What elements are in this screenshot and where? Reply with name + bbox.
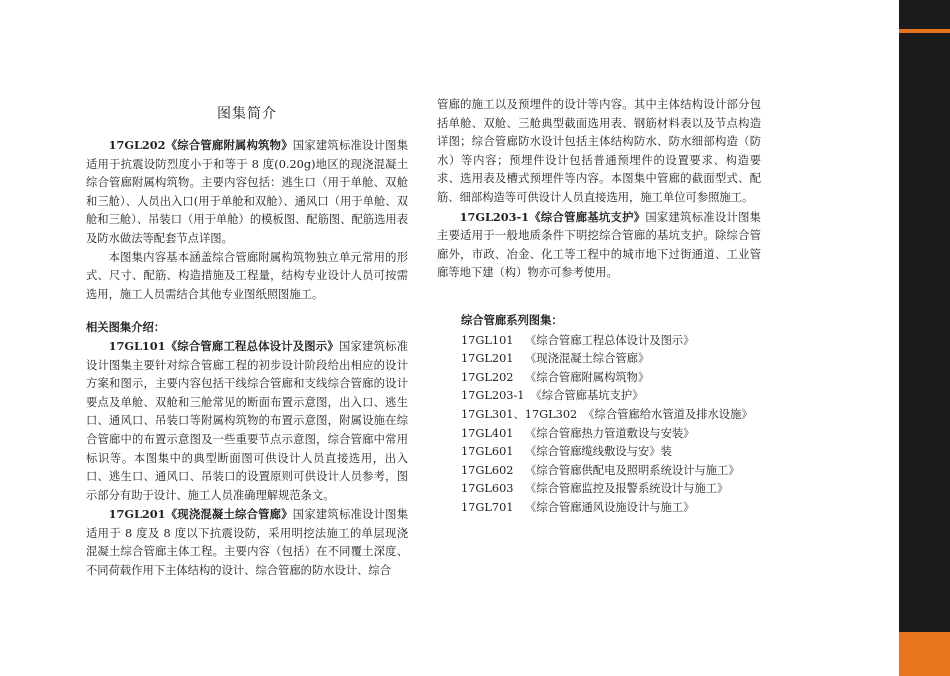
series-name: 《综合管廊通风设施设计与施工》 (525, 500, 695, 514)
intro-code-name: 17GL202《综合管廊附属构筑物》 (108, 138, 293, 152)
series-name: 《综合管廊工程总体设计及图示》 (525, 333, 695, 347)
series-name: 《综合管廊热力管道敷设与安装》 (525, 426, 695, 440)
gl2031-code-name: 17GL203-1《综合管廊基坑支护》 (459, 209, 646, 224)
gl201-text: 国家建筑标准设计图集适用于 8 度及 8 度以下抗震设防，采用明挖法施工的单层现浇混凝土综合管廊主体工程。主要内容（包括）在不同覆土深度、不同荷载作用下主体结构的设计、综合管廊的防水设计、综合 (86, 508, 408, 578)
series-code: 17GL602 (461, 463, 514, 477)
gl201-continued: 管廊的施工以及预埋件的设计等内容。其中主体结构设计部分包括单舱、双舱、三舱典型截面选用表、钢筋材料表以及节点构造详图；综合管廊防水设计包括主体结构防水、防水细部构造（防水）等内容；预埋件设计包括普通预埋件的设置要求、构造要求、选用表及槽式预埋件等内容。本图集中管廊的截面型式、配筋、细部构造等可供设计人员直接选用，施工单位可参照施工。 (437, 98, 761, 204)
series-code: 17GL201 (461, 352, 514, 366)
accent-block-bottom (899, 632, 950, 676)
intro-text: 国家建筑标准设计图集适用于抗震设防烈度小于和等于 8 度(0.20g)地区的现浇混凝土综合管廊附属构筑物。主要内容包括：逃生口（用于单舱、双舱和三舱）、人员出入口(用于单舱和双舱）、通风口（用于单舱、双舱和三舱）、吊装口（用于单舱）的模板图、配筋图、配筋选用表及防水做法等配套节点详图。 (86, 139, 408, 245)
gl201-paragraph (86, 505, 408, 580)
series-name: 《综合管廊给水管道及排水设施》 (583, 407, 753, 421)
gl101-text: 国家建筑标准设计图集主要针对综合管廊工程的初步设计阶段给出相应的设计方案和图示，主要内容包括干线综合管廊和支线综合管廊的设计要点及单舱、双舱和三舱常见的断面布置示意图，出入口、逃生口、通风口、吊装口等附属构筑物的布置示意图，附属设施在综合管廊中的布置示意图及一些重要节点示意图，综合管廊中常用标识等。本图集中的典型断面图可供设计人员直接选用，出入口、逃生口、通风口、吊装口的设置原则可供设计人员参考，图示部分有助于设计、施工人员准确理解规范条文。 (86, 339, 408, 502)
series-item (461, 480, 761, 499)
right-column (437, 96, 761, 517)
series-item (461, 443, 761, 462)
series-code: 17GL701 (461, 500, 514, 514)
page-title: 图集简介 (217, 106, 277, 122)
series-item (461, 462, 761, 481)
scope-paragraph: 本图集内容基本涵盖综合管廊附属构筑物独立单元常用的形式、尺寸、配筋、构造措施及工程量，结构专业设计人员可按需选用，施工人员需结合其他专业图纸照图施工。 (86, 250, 408, 301)
series-name: 《综合管廊基坑支护》 (530, 389, 644, 403)
gl101-code-name: 17GL101《综合管廊工程总体设计及图示》 (108, 338, 339, 353)
intro-paragraph (86, 136, 408, 249)
series-code: 17GL202 (461, 370, 514, 384)
gl201-code-name: 17GL201《现浇混凝土综合管廊》 (108, 507, 293, 522)
series-code: 17GL203-1 (461, 389, 525, 403)
gl101-paragraph (86, 337, 408, 505)
accent-line-top (899, 29, 950, 33)
series-name: 《综合管廊附属构筑物》 (525, 370, 650, 384)
sidebar-strip (899, 0, 950, 676)
series-code: 17GL101 (461, 333, 514, 347)
series-code: 17GL601 (461, 445, 514, 459)
gl2031-paragraph (437, 208, 761, 283)
series-item (461, 369, 761, 388)
related-heading: 相关图集介绍： (86, 320, 166, 335)
series-name: 《综合管廊监控及报警系统设计与施工》 (525, 482, 729, 496)
series-code: 17GL603 (461, 482, 514, 496)
left-column (86, 104, 408, 581)
series-code: 17GL401 (461, 426, 514, 440)
series-item (461, 499, 761, 518)
series-item (461, 350, 761, 369)
series-list (437, 332, 761, 518)
series-item (461, 406, 761, 425)
series-code: 17GL301、17GL302 (461, 407, 578, 421)
series-heading: 综合管廊系列图集： (461, 312, 563, 327)
series-name: 《现浇混凝土综合管廊》 (525, 352, 650, 366)
series-item (461, 332, 761, 351)
series-name: 《综合管廊缆线敷设与安》装 (525, 445, 672, 459)
series-item (461, 425, 761, 444)
gl2031-text: 国家建筑标准设计图集主要适用于一般地质条件下明挖综合管廊的基坑支护。除综合管廊外，市政、冶金、化工等工程中的城市地下过街通道、工业管廊等地下建（构）物亦可参考使用。 (437, 210, 761, 280)
series-name: 《综合管廊供配电及照明系统设计与施工》 (525, 463, 740, 477)
series-item (461, 387, 761, 406)
